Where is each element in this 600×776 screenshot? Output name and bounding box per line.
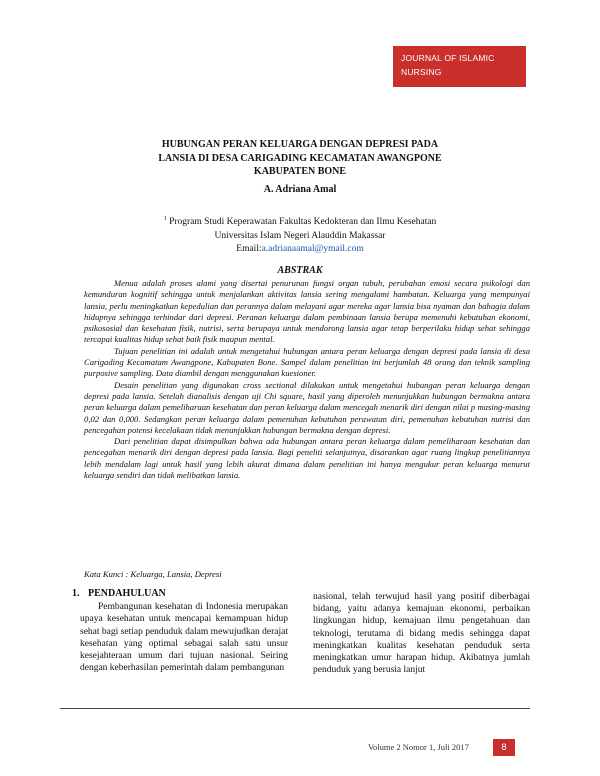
abstract-paragraph: Menua adalah proses alami yang disertai penurunan fungsi organ tubuh, perubahan emosi secara psikologi dan kemunduran kognitif sehingga untuk menjalankan aktivitas lansia sering mengalami hambatan. Keluarga yang mempunyai lansia, perlu meningkatkan kepedulian dan perannya dalam melayani agar mereka agar lansia bisa nyaman dan bahagia dalam hidupnya sehingga terhindar dari depresi. Peranan keluarga dalam pembinaan lansia berupa memenuhi kebutuhan ekonomi, psikososial dan kesehatan fisik, nutrisi, serta berupaya untuk mendorong lansia agar tetap berperilaku hidup sehat sehingga tercapai kualitas hidup sehat baik fisik maupun mental. bbox=[84, 278, 530, 345]
affiliation-marker: 1 bbox=[163, 216, 167, 222]
email-label: Email: bbox=[236, 244, 262, 255]
abstract-body bbox=[84, 278, 530, 481]
affiliation-line1: Program Studi Keperawatan Fakultas Kedokteran dan Ilmu Kesehatan bbox=[169, 217, 437, 228]
section-heading bbox=[72, 588, 288, 600]
journal-name-box bbox=[393, 46, 526, 87]
title-line1: HUBUNGAN PERAN KELUARGA DENGAN DEPRESI PADA bbox=[161, 139, 439, 150]
journal-name-line2: NURSING bbox=[401, 67, 442, 77]
section-text-left: Pembangunan kesehatan di Indonesia merupakan upaya kesehatan untuk mencapai kemampuan hidup sehat bagi setiap penduduk dalam mewujudkan derajat kesehatan yang optimal sebagai salah satu unsur kesejahteraan umum dari tujuan nasional. Seiring dengan keberhasilan pemerintah dalam pembangunan bbox=[80, 602, 288, 674]
title-line3: KABUPATEN BONE bbox=[253, 166, 347, 177]
affiliation bbox=[120, 213, 480, 257]
author-name: A. Adriana Amal bbox=[263, 184, 337, 195]
keywords: Kata Kunci : Keluarga, Lansia, Depresi bbox=[84, 569, 222, 579]
abstract-paragraph: Desain penelitian yang digunakan cross sectional dilakukan untuk mengetahui hubungan peran keluarga dengan depresi pada lansia. Setelah dianalisis dengan uji Chi square, hasil yang diperoleh menunjukkan hubungan bermakna antara peran keluarga dalam pemeliharaan kesehatan dan peran keluarga dalam mencegah menarik diri dengan nilai p masing-masing 0,02 dan 0,000. Sedangkan peran keluarga dalam pemenuhan kebutuhan perawatan diri, pemenuhan kebutuhan nutrisi dan pencegahan potensi kecelakaan tidak menunjukkan hubungan bermakna dengan depresi. bbox=[84, 379, 530, 435]
email-link[interactable]: a.adrianaamal@ymail.com bbox=[261, 244, 364, 255]
abstract-heading: ABSTRAK bbox=[277, 265, 323, 276]
abstract-paragraph: Dari penelitian dapat disimpulkan bahwa ada hubungan antara peran keluarga dalam pemeliharaan kesehatan dan pencegahan menarik diri dengan depresi pada lansia. Bagi peneliti selanjutnya, disarankan agar ruang lingkup penelitiannya lebih mendalam lagi untuk hasil yang lebih akurat dimana dalam penelitian ini hanya mengukur peran keluarga menurut keluarga sendiri dan tidak melibatkan lansia. bbox=[84, 436, 530, 481]
title-line2: LANSIA DI DESA CARIGADING KECAMATAN AWANGPONE bbox=[158, 152, 442, 164]
section-title: PENDAHULUAN bbox=[88, 588, 166, 599]
affiliation-line2: Universitas Islam Negeri Alauddin Makassar bbox=[214, 230, 386, 241]
paper-title bbox=[120, 138, 480, 179]
section-number: 1. bbox=[72, 588, 80, 599]
page-number: 8 bbox=[493, 739, 515, 756]
footer-divider bbox=[60, 708, 530, 709]
left-column bbox=[72, 588, 288, 674]
section-text-right: nasional, telah terwujud hasil yang positif diberbagai bidang, yaitu adanya kemajuan ekonomi, perbaikan lingkungan hidup, kemajuan ilmu pengetahuan dan teknologi, terutama di bidang medis sehingga dapat meningkatkan kualitas kesehatan penduduk serta meningkatkan umur harapan hidup. Akibatnya jumlah penduduk yang berusia lanjut bbox=[313, 592, 530, 676]
journal-name-line1: JOURNAL OF ISLAMIC bbox=[401, 53, 495, 63]
abstract-paragraph: Tujuan penelitian ini adalah untuk mengetahui hubungan antara peran keluarga dengan depresi pada lansia di desa Carigading Kecamatam Awangpone, Kabupaten Bone. Sampel dalam penelitian ini berjumlah 48 orang dan teknik sampling purposive sampling. Data diambil dengan menggunakan kuesioner. bbox=[84, 345, 530, 379]
right-column bbox=[313, 591, 530, 676]
footer-volume: Volume 2 Nomor 1, Juli 2017 bbox=[368, 742, 469, 752]
